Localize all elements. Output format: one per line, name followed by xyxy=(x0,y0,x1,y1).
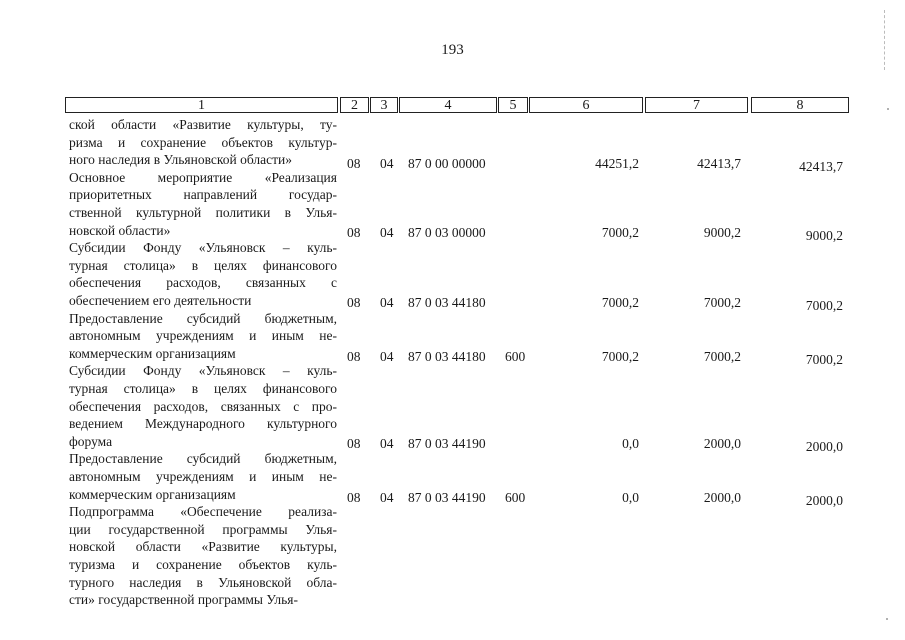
cell-col-3: 04 xyxy=(380,435,394,451)
header-col-8: 8 xyxy=(751,97,849,113)
cell-col-4: 87 0 03 44190 xyxy=(408,489,486,505)
description-line: обеспечением его деятельности xyxy=(69,292,252,308)
description-line: приоритетных направлений государ- xyxy=(69,187,337,203)
cell-col-7: 2000,0 xyxy=(703,435,741,451)
cell-col-8: 7000,2 xyxy=(805,297,843,313)
row-description xyxy=(69,169,337,239)
cell-col-8: 7000,2 xyxy=(805,351,843,367)
row-description xyxy=(69,450,337,503)
description-line: ведением Международного культурного xyxy=(69,416,337,432)
cell-col-2: 08 xyxy=(347,294,361,310)
description-line: турная столица» в целях финансового xyxy=(69,257,337,273)
description-line: обеспечения расходов, связанных с про- xyxy=(69,398,337,414)
cell-col-6: 7000,2 xyxy=(601,224,639,240)
cell-col-3: 04 xyxy=(380,156,394,172)
cell-col-2: 08 xyxy=(347,156,361,172)
cell-col-6: 44251,2 xyxy=(595,156,639,172)
cell-col-4: 87 0 03 44190 xyxy=(408,435,486,451)
description-line: туризма и сохранение объектов куль- xyxy=(69,556,337,572)
header-col-5: 5 xyxy=(498,97,528,113)
cell-col-7: 2000,0 xyxy=(703,489,741,505)
cell-col-6: 7000,2 xyxy=(601,294,639,310)
description-line: форума xyxy=(69,433,113,449)
cell-col-8: 9000,2 xyxy=(805,227,843,243)
description-line: Предоставление субсидий бюджетным, xyxy=(69,451,337,467)
description-line: новской области» xyxy=(69,222,171,238)
cell-col-7: 7000,2 xyxy=(703,294,741,310)
description-line: Подпрограмма «Обеспечение реализа- xyxy=(69,504,337,520)
cell-col-4: 87 0 03 44180 xyxy=(408,348,486,364)
description-line: Субсидии Фонду «Ульяновск – куль- xyxy=(69,363,337,379)
header-col-6: 6 xyxy=(529,97,643,113)
cell-col-5: 600 xyxy=(505,348,526,364)
description-line: ственной культурной политики в Улья- xyxy=(69,204,337,220)
description-line: обеспечения расходов, связанных с xyxy=(69,275,337,291)
description-line: коммерческим организациям xyxy=(69,345,236,361)
cell-col-5: 600 xyxy=(505,489,526,505)
row-description xyxy=(69,116,337,169)
cell-col-4: 87 0 00 00000 xyxy=(408,156,486,172)
description-line: автономным учреждениям и иным не- xyxy=(69,468,337,484)
cell-col-2: 08 xyxy=(347,489,361,505)
cell-col-6: 0,0 xyxy=(622,489,639,505)
scan-edge-mark xyxy=(884,10,886,70)
cell-col-3: 04 xyxy=(380,348,394,364)
description-line: турная столица» в целях финансового xyxy=(69,380,337,396)
row-description xyxy=(69,239,337,309)
description-line: новской области «Развитие культуры, xyxy=(69,539,337,555)
cell-col-3: 04 xyxy=(380,224,394,240)
cell-col-8: 42413,7 xyxy=(799,159,843,175)
description-line: ции государственной программы Улья- xyxy=(69,521,337,537)
description-line: ской области «Развитие культуры, ту- xyxy=(69,117,337,132)
scan-speck xyxy=(886,618,888,620)
description-line: Субсидии Фонду «Ульяновск – куль- xyxy=(69,240,337,256)
cell-col-7: 7000,2 xyxy=(703,348,741,364)
row-description xyxy=(69,503,337,609)
header-col-1: 1 xyxy=(65,97,338,113)
description-line: ризма и сохранение объектов культур- xyxy=(69,134,337,150)
description-line: Предоставление субсидий бюджетным, xyxy=(69,310,337,326)
description-line: ного наследия в Ульяновской области» xyxy=(69,152,292,168)
cell-col-6: 7000,2 xyxy=(601,348,639,364)
header-col-4: 4 xyxy=(399,97,497,113)
cell-col-2: 08 xyxy=(347,348,361,364)
cell-col-3: 04 xyxy=(380,294,394,310)
header-col-7: 7 xyxy=(645,97,748,113)
description-line: коммерческим организациям xyxy=(69,486,236,502)
page-number: 193 xyxy=(441,42,464,58)
scan-speck xyxy=(887,108,889,110)
cell-col-4: 87 0 03 44180 xyxy=(408,294,486,310)
cell-col-8: 2000,0 xyxy=(805,492,843,508)
row-description xyxy=(69,362,337,450)
description-line: автономным учреждениям и иным не- xyxy=(69,328,337,344)
cell-col-8: 2000,0 xyxy=(805,438,843,454)
description-line: турного наследия в Ульяновской обла- xyxy=(69,574,337,590)
header-col-2: 2 xyxy=(340,97,369,113)
row-description xyxy=(69,310,337,363)
header-col-3: 3 xyxy=(370,97,398,113)
description-line: сти» государственной программы Улья- xyxy=(69,592,298,608)
cell-col-3: 04 xyxy=(380,489,394,505)
cell-col-7: 42413,7 xyxy=(697,156,741,172)
description-line: Основное мероприятие «Реализация xyxy=(69,169,337,185)
cell-col-6: 0,0 xyxy=(622,435,639,451)
cell-col-7: 9000,2 xyxy=(703,224,741,240)
cell-col-4: 87 0 03 00000 xyxy=(408,224,486,240)
cell-col-2: 08 xyxy=(347,224,361,240)
cell-col-2: 08 xyxy=(347,435,361,451)
